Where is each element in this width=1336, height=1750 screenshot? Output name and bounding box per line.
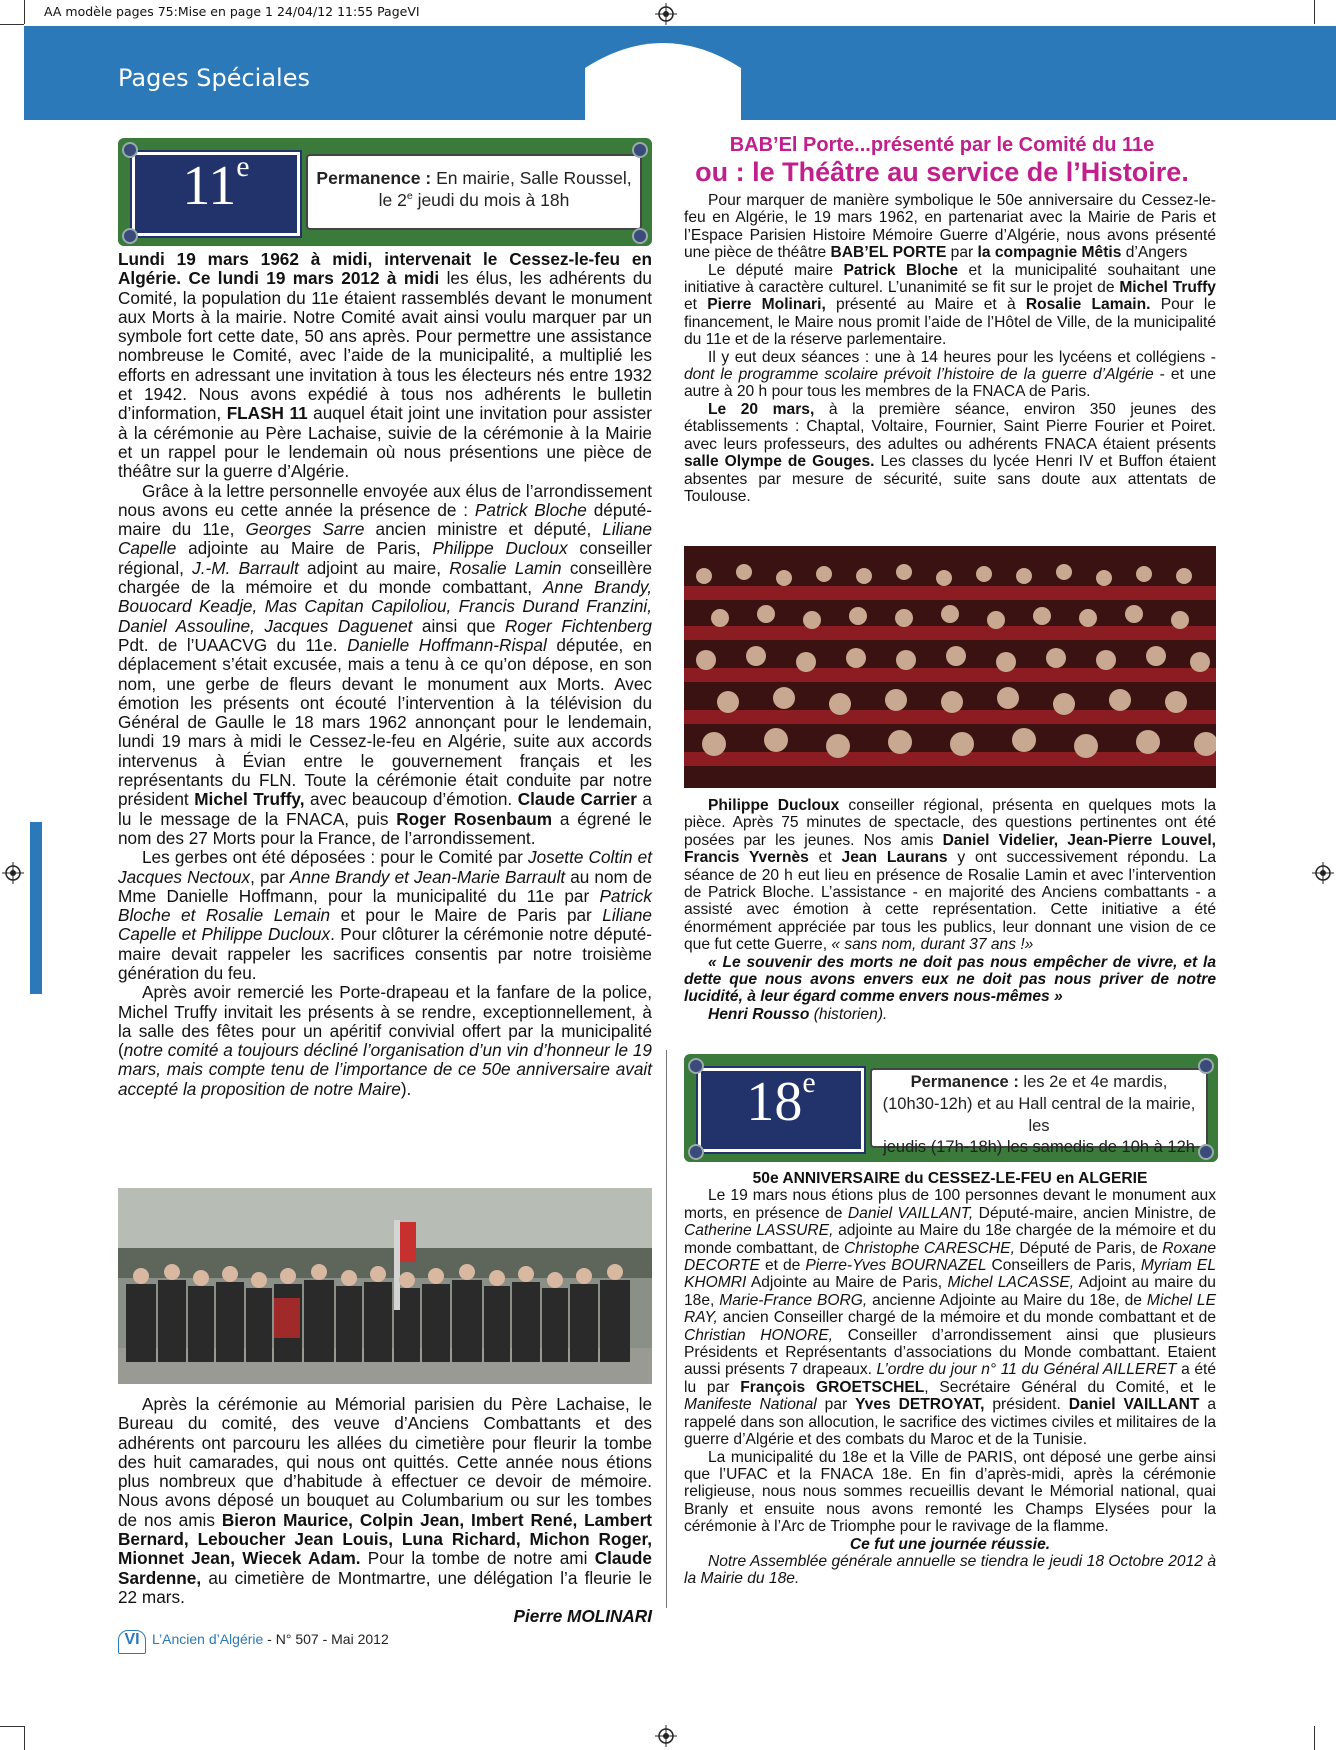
crop-mark [0,24,24,25]
paragraph: Notre Assemblée générale annuelle se tiendra le jeudi 18 Octobre 2012 à la Mairie du 18e. [684,1552,1216,1588]
article-headline: ou : le Théâtre au service de l’Histoire. [695,157,1189,187]
quote-author: Henri Rousso (historien). [708,1005,888,1023]
print-slug: AA modèle pages 75:Mise en page 1 24/04/12 11:55 PageVI [44,4,420,19]
theatre-audience-photo [684,546,1216,788]
paragraph: La municipalité du 18e et la Ville de PARIS, ont déposé une gerbe ainsi que l’UFAC et la FNACA 18e. En fin d’après-midi, après la cérémonie religieuse, nous nous sommes recueillis devant le Mémorial national, quai Branly et ensuite nous avons remonté les Champs Elysées pour la cérémonie à l’Arc de Triomphe pour le ravivage de la flamme. [684,1448,1216,1536]
crop-mark [24,0,25,24]
article-right-part2 [684,797,1216,1023]
crop-mark [0,1726,24,1727]
paragraph: Après avoir remercié les Porte-drapeau et la fanfare de la police, Michel Truffy invitait les présents à se rendre, exceptionnellement, à la salle des fêtes pour un apéritif convivial offert par la municipalité (notre comité a toujours décliné l’organisation d’un vin d’honneur le 19 mars, mais compte tenu de l’importance de ce 50e anniversaire avait accepté la proposition de notre Maire). [118,982,652,1099]
bolt-icon [122,142,138,158]
paragraph: Le 19 mars nous étions plus de 100 personnes devant le monument aux morts, en présence de Daniel VAILLANT, Député-maire, ancien Ministre, de Catherine LASSURE, adjointe au Maire du 18e chargée de la mémoire et du monde combattant, de Christophe CARESCHE, Député de Paris, de Roxane DECORTE et de Pierre-Yves BOURNAZEL Conseillers de Paris, Myriam EL KHOMRI Adjointe au Maire de Paris, Michel LACASSE, Adjoint au maire du 18e, Marie-France BORG, ancienne Adjointe au Maire du 18e, de Michel LE RAY, ancien Conseiller chargé de la mémoire et du monde combattant et de Christian HONORE, Conseiller d’arrondissement ainsi que plusieurs Présidents et Représentants d’associations du Monde combattant. Etaient aussi présents 7 drapeaux. L’ordre du jour n° 11 du Général AILLERET a été lu par François GROETSCHEL, Secrétaire Général du Comité, et le Manifeste National par Yves DETROYAT, président. Daniel VAILLANT a rappelé dans son allocution, le sacrifice des victimes civiles et militaires de la guerre d’Algérie et des combats du Maroc et de la Tunisie. [684,1187,1217,1449]
page-footer [118,1630,389,1654]
street-sign-18 [684,1054,1218,1162]
registration-target-icon [2,862,24,884]
article-left-part2 [118,1395,652,1627]
registration-target-icon [655,1725,677,1747]
article-left-part1 [118,250,652,1099]
bolt-icon [688,1058,704,1074]
quote: « Le souvenir des morts ne doit pas nous empêcher de vivre, et la dette que nous avons envers eux ne doit pas nous priver de notre lucidité, à leur égard comme envers nous-mêmes » [684,953,1216,1006]
paragraph: Le député maire Patrick Bloche et la municipalité souhaitant une initiative à caractère culturel. L’unanimité se fit sur le projet de Michel Truffy et Pierre Molinari, présenté au Maire et à Rosalie Lamain. Pour le financement, le Maire nous promit l’aide de l’Hôtel de Ville, de la municipalité du 11e et de la réserve parlementaire. [684,261,1217,349]
sign-number: 11e [182,150,250,217]
bolt-icon [1198,1144,1214,1160]
article-kicker: BAB’El Porte...présenté par le Comité du 11e [729,134,1155,156]
sign-number: 18e [746,1066,816,1133]
article-18e-heading: 50e ANNIVERSAIRE du CESSEZ-LE-FEU en ALGERIE [752,1170,1148,1187]
page-number: VI [118,1630,146,1654]
bolt-icon [632,142,648,158]
signature: Pierre MOLINARI [513,1606,652,1627]
paragraph: Le 20 mars, à la première séance, environ 350 jeunes des établissements : Chaptal, Voltaire, Fournier, Saint Pierre Fourier et Poiret. avec leurs professeurs, des adultes ou adhérents FNACA étaient présents salle Olympe de Gouges. Les classes du lycée Henri IV et Buffon étaient absentes par mesure de sécurité, suite sans doute aux attentats de Toulouse. [684,400,1216,505]
bolt-icon [122,228,138,244]
paragraph: Lundi 19 mars 1962 à midi, intervenait le Cessez-le-feu en Algérie. Ce lundi 19 mars 2012 à midi les élus, les adhérents du Comité, la population du 11e étaient rassemblés devant le monument aux Morts à la mairie. Notre Comité avait ainsi voulu marquer par un symbole fort cette date, 50 ans après. Pour permettre une assistance nombreuse le Comité, avec l’aide de la municipalité, a multiplié les efforts en adressant une invitation à tous les électeurs nés entre 1932 et 1942. Nous avons expédié à tous nos adhérents le bulletin d’information, FLASH 11 auquel était joint une invitation pour assister à la cérémonie au Père Lachaise, suivie de la cérémonie à la Mairie et un rappel pour le lendemain où nous présentions une pièce de théâtre sur la guerre d’Algérie. [118,249,652,482]
group-photo [118,1188,652,1384]
paragraph: Les gerbes ont été déposées : pour le Comité par Josette Coltin et Jacques Nectoux, par Anne Brandy et Jean-Marie Barrault au nom de Mme Danielle Hoffmann, pour la municipalité du 11e par Patrick Bloche et Rosalie Lemain et pour le Maire de Paris par Liliane Capelle et Philippe Ducloux. Pour clôturer la cérémonie notre député-maire devait rappeler les sacrifices consentis par notre troisième génération du feu. [118,847,653,983]
permanence-box: Permanence : En mairie, Salle Roussel, le 2e jeudi du mois à 18h [306,154,642,230]
arch-ornament-icon [585,28,741,120]
paragraph: Ce fut une journée réussie. [849,1535,1051,1553]
bolt-icon [1198,1058,1214,1074]
paragraph: Grâce à la lettre personnelle envoyée aux élus de l’arrondissement nous avons eu cette année la présence de : Patrick Bloche député-maire du 11e, Georges Sarre ancien ministre et député, Liliane Capelle adjointe au Maire de Paris, Philippe Ducloux conseiller régional, J.-M. Barrault adjoint au maire, Rosalie Lamin conseillère chargée de la mémoire et du monde combattant, Anne Brandy, Bouocard Keadje, Mas Capitan Capiloliou, Francis Durand Franzini, Daniel Assouline, Jacques Daguenet ainsi que Roger Fichtenberg Pdt. de l’UAACVG du 11e. Danielle Hoffmann-Rispal députée, en déplacement s’était excusée, mais a tenu à ce qu’on dépose, en son nom, une gerbe de fleurs devant le monument aux Morts. Avec émotion les présents ont écouté l’intervention à la télévision du Général de Gaulle le 18 mars 1962 annonçant pour le lendemain, lundi 19 mars à midi le Cessez-le-feu en Algérie, suite aux accords intervenus à Évian entre le gouvernement français et les représentants du FLN. Toute la cérémonie était conduite par notre président Michel Truffy, avec beaucoup d’émotion. Claude Carrier a lu le message de la FNACA, puis Roger Rosenbaum a égrené le nom des 27 Morts pour la France, de l’arrondissement. [118,480,653,848]
street-sign-11 [118,138,652,246]
crop-mark [1314,1726,1315,1750]
bolt-icon [688,1144,704,1160]
registration-target-icon [655,3,677,25]
paragraph: Pour marquer de manière symbolique le 50e anniversaire du Cessez-le-feu en Algérie, le 19 mars 1962, en partenariat avec la Mairie de Paris et l’Espace Parisien Histoire Mémoire Guerre d’Algérie, nous avons présenté une pièce de théâtre BAB’EL PORTE par la compagnie Mêtis d’Angers [684,192,1216,262]
publication-title: L’Ancien d’Algérie [152,1631,264,1647]
permanence-box: Permanence : les 2e et 4e mardis, (10h30-12h) et au Hall central de la mairie, les jeudis (17h-18h) les samedis de 10h à 12h [870,1068,1208,1148]
section-title: Pages Spéciales [118,64,310,92]
side-tab [30,822,42,994]
paragraph: Philippe Ducloux conseiller régional, présenta en quelques mots la pièce. Après 75 minutes de spectacle, des questions pertinentes ont été posées par les jeunes. Nos amis Daniel Videlier, Jean-Pierre Louvel, Francis Yvernès et Jean Laurans y ont successivement répondu. La séance de 20 h eut lieu en présence de Rosalie Lamin et avec l’intervention de Patrick Bloche. L’assistance - en majorité des Anciens combattants - a assisté avec émotion à cette représentation. Cette initiative a été énormément appréciée par tous les publics, leur donnant une vision de ce que fut cette Guerre, « sans nom, durant 37 ans !» [684,797,1217,954]
article-right-part1 [684,192,1216,505]
article-18e [684,1170,1216,1588]
bolt-icon [632,228,648,244]
issue-info: - N° 507 - Mai 2012 [263,1631,389,1647]
crop-mark [24,1726,25,1750]
registration-target-icon [1312,862,1334,884]
crop-mark [1314,0,1315,24]
group-photo-image [118,1188,652,1384]
audience-photo-image [684,546,1216,788]
paragraph: Après la cérémonie au Mémorial parisien du Père Lachaise, le Bureau du comité, des veuve d’Anciens Combattants et des adhérents ont parcouru les allées du cimetière pour fleurir la tombe des huit camarades, qui nous ont quittés. Cette année nous étions plus nombreux que d’habitude à effectuer ce devoir de mémoire. Nous avons déposé un bouquet au Columbarium ou sur les tombes de nos amis Bieron Maurice, Colpin Jean, Imbert René, Lambert Bernard, Leboucher Jean Louis, Luna Richard, Michon Roger, Mionnet Jean, Wiecek Adam. Pour la tombe de notre ami Claude Sardenne, au cimetière de Montmartre, une délégation l’a fleurie le 22 mars. [118,1394,652,1607]
column-divider [666,1050,667,1608]
paragraph: Il y eut deux séances : une à 14 heures pour les lycéens et collégiens - dont le programme scolaire prévoit l’histoire de la guerre d’Algérie - et une autre à 20 h pour tous les membres de la FNACA de Paris. [684,348,1216,401]
